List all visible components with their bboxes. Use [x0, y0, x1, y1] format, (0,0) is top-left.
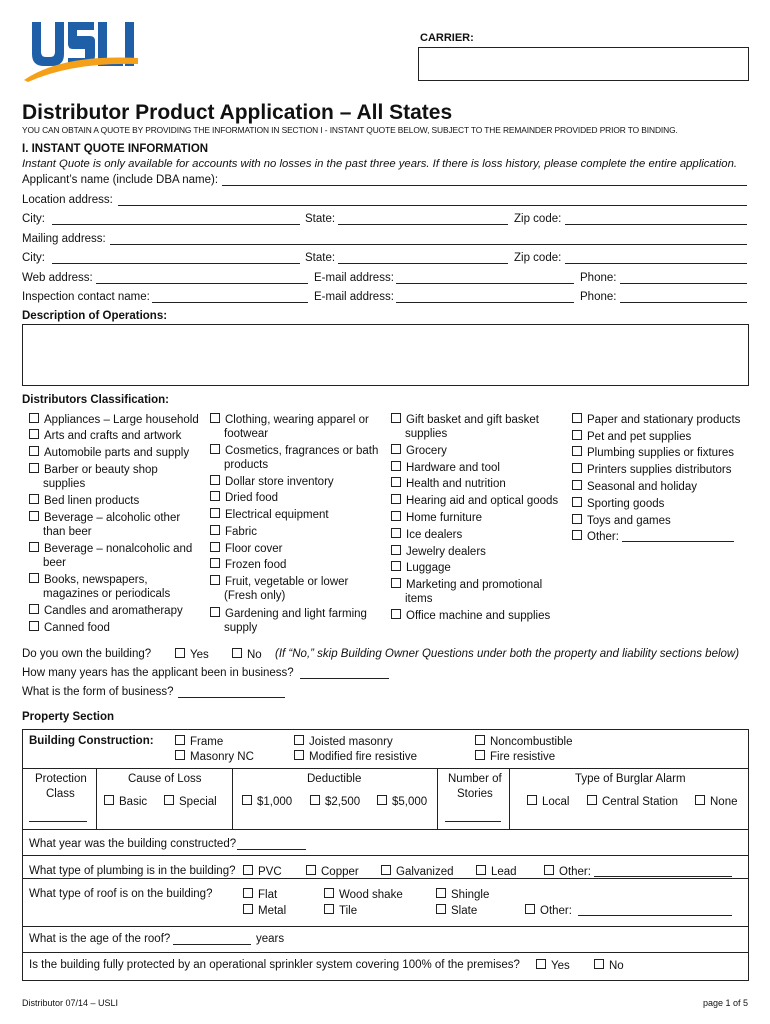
checkbox[interactable]	[294, 750, 304, 760]
class-item: Beverage – alcoholic other	[44, 512, 181, 524]
roof-age-field[interactable]	[173, 944, 251, 945]
classification-title: Distributors Classification:	[22, 394, 169, 406]
plumbing-other-field[interactable]	[594, 876, 732, 877]
checkbox[interactable]	[29, 494, 39, 504]
checkbox[interactable]	[210, 575, 220, 585]
checkbox[interactable]	[29, 413, 39, 423]
class-item: Electrical equipment	[225, 509, 329, 521]
checkbox[interactable]	[243, 888, 253, 898]
wood-shake-label: Wood shake	[339, 889, 403, 901]
sprinkler-no-checkbox[interactable]	[594, 959, 604, 969]
zip-label: Zip code:	[514, 213, 562, 225]
checkbox[interactable]	[210, 444, 220, 454]
own-yes-checkbox[interactable]	[175, 648, 185, 658]
galvanized-label: Galvanized	[396, 866, 454, 878]
lead-label: Lead	[491, 866, 517, 878]
cause-of-loss-label: Cause of Loss	[128, 773, 202, 785]
description-input[interactable]	[22, 324, 749, 386]
stories-label-2: Stories	[457, 788, 493, 800]
checkbox[interactable]	[29, 511, 39, 521]
checkbox[interactable]	[572, 497, 582, 507]
flat-label: Flat	[258, 889, 278, 901]
checkbox[interactable]	[324, 888, 334, 898]
mailing-address-field[interactable]	[110, 244, 747, 245]
own-yes-label: Yes	[190, 649, 209, 661]
checkbox[interactable]	[436, 888, 446, 898]
own-building-label: Do you own the building?	[22, 648, 152, 660]
checkbox[interactable]	[210, 475, 220, 485]
usli-logo	[22, 18, 142, 82]
mail-city-label: City:	[22, 252, 45, 264]
roof-type-label: What type of roof is on the building?	[29, 888, 213, 900]
city-label: City:	[22, 213, 45, 225]
table-divider	[232, 768, 233, 829]
checkbox[interactable]	[391, 561, 401, 571]
checkbox[interactable]	[294, 735, 304, 745]
checkbox[interactable]	[391, 444, 401, 454]
checkbox[interactable]	[587, 795, 597, 805]
checkbox[interactable]	[324, 904, 334, 914]
class-item: Sporting goods	[587, 498, 665, 510]
class-item: Fruit, vegetable or lower	[225, 576, 349, 588]
checkbox[interactable]	[210, 508, 220, 518]
checkbox[interactable]	[381, 865, 391, 875]
class-item: Luggage	[406, 562, 451, 574]
class-item: Books, newspapers,	[44, 574, 148, 586]
checkbox[interactable]	[210, 525, 220, 535]
mail-city-field[interactable]	[52, 263, 300, 264]
class-item: Barber or beauty shop	[44, 464, 158, 476]
class-item-cont: footwear	[224, 428, 269, 440]
location-address-field[interactable]	[118, 205, 747, 206]
checkbox[interactable]	[391, 477, 401, 487]
tile-label: Tile	[339, 905, 358, 917]
ded-5000-label: $5,000	[392, 796, 428, 808]
checkbox[interactable]	[210, 558, 220, 568]
sprinkler-no-label: No	[609, 960, 624, 972]
roof-age-label: What is the age of the roof?	[29, 933, 171, 945]
checkbox[interactable]	[572, 514, 582, 524]
class-item-cont: products	[224, 459, 269, 471]
carrier-label: CARRIER:	[420, 32, 474, 44]
state-field[interactable]	[338, 224, 508, 225]
ded-1000-label: $1,000	[257, 796, 293, 808]
checkbox[interactable]	[391, 528, 401, 538]
own-no-label: No	[247, 649, 262, 661]
table-divider	[22, 926, 748, 927]
class-item: Office machine and supplies	[406, 610, 551, 622]
mail-zip-field[interactable]	[565, 263, 747, 264]
checkbox[interactable]	[29, 429, 39, 439]
section-heading: I. INSTANT QUOTE INFORMATION	[22, 143, 209, 155]
checkbox[interactable]	[175, 750, 185, 760]
form-of-business-field[interactable]	[178, 697, 285, 698]
other-classification-field[interactable]	[622, 541, 734, 542]
basic-label: Basic	[119, 796, 148, 808]
class-item: Clothing, wearing apparel or	[225, 414, 369, 426]
checkbox[interactable]	[391, 413, 401, 423]
joisted-masonry-label: Joisted masonry	[309, 736, 393, 748]
class-item: Printers supplies distributors	[587, 464, 732, 476]
checkbox[interactable]	[525, 904, 535, 914]
checkbox[interactable]	[306, 865, 316, 875]
location-address-label: Location address:	[22, 194, 113, 206]
checkbox[interactable]	[391, 511, 401, 521]
checkbox[interactable]	[391, 494, 401, 504]
checkbox[interactable]	[243, 865, 253, 875]
table-divider	[509, 768, 510, 829]
checkbox[interactable]	[475, 735, 485, 745]
checkbox[interactable]	[164, 795, 174, 805]
plumbing-label: What type of plumbing is in the building?	[29, 865, 236, 877]
roof-other-field[interactable]	[578, 915, 732, 916]
protection-class-field[interactable]	[29, 821, 87, 822]
instant-quote-note: Instant Quote is only available for accounts with no losses in the past three years. If there is loss history, please complete the entire application.	[22, 158, 738, 170]
state-label: State:	[305, 213, 336, 225]
central-station-label: Central Station	[602, 796, 679, 808]
form-of-business-label: What is the form of business?	[22, 686, 174, 698]
pvc-label: PVC	[258, 866, 282, 878]
checkbox[interactable]	[29, 463, 39, 473]
checkbox[interactable]	[104, 795, 114, 805]
class-item: Paper and stationary products	[587, 414, 741, 426]
property-section-title: Property Section	[22, 711, 115, 723]
class-item: Gift basket and gift basket	[406, 414, 539, 426]
copper-label: Copper	[321, 866, 359, 878]
phone-field[interactable]	[620, 283, 747, 284]
checkbox[interactable]	[572, 446, 582, 456]
table-divider	[22, 952, 748, 953]
carrier-input[interactable]	[418, 47, 749, 81]
fire-resistive-label: Fire resistive	[490, 751, 556, 763]
deductible-label: Deductible	[307, 773, 362, 785]
checkbox[interactable]	[544, 865, 554, 875]
metal-label: Metal	[258, 905, 287, 917]
footer-form-id: Distributor 07/14 – USLI	[22, 998, 119, 1008]
description-label: Description of Operations:	[22, 310, 168, 322]
none-label: None	[710, 796, 738, 808]
class-item: Seasonal and holiday	[587, 481, 697, 493]
checkbox[interactable]	[242, 795, 252, 805]
own-no-checkbox[interactable]	[232, 648, 242, 658]
class-item: Dollar store inventory	[225, 476, 334, 488]
class-item: Floor cover	[225, 543, 283, 555]
frame-label: Frame	[190, 736, 224, 748]
ded-2500-label: $2,500	[325, 796, 361, 808]
class-item: Toys and games	[587, 515, 671, 527]
class-item: Grocery	[406, 445, 447, 457]
inspection-email-field[interactable]	[396, 302, 574, 303]
stories-label: Number of	[448, 773, 502, 785]
class-item: Canned food	[44, 622, 110, 634]
table-divider	[22, 829, 748, 830]
checkbox[interactable]	[29, 604, 39, 614]
checkbox[interactable]	[475, 750, 485, 760]
checkbox[interactable]	[310, 795, 320, 805]
checkbox[interactable]	[210, 413, 220, 423]
mail-state-field[interactable]	[338, 263, 508, 264]
phone-label: Phone:	[580, 272, 617, 284]
mail-state-label: State:	[305, 252, 336, 264]
class-item: Appliances – Large household	[44, 414, 199, 426]
noncombustible-label: Noncombustible	[490, 736, 573, 748]
class-item: Dried food	[225, 492, 279, 504]
class-item: Jewelry dealers	[406, 546, 486, 558]
local-label: Local	[542, 796, 570, 808]
checkbox[interactable]	[210, 542, 220, 552]
table-divider	[437, 768, 438, 829]
checkbox[interactable]	[243, 904, 253, 914]
class-item: Gardening and light farming	[225, 608, 367, 620]
protection-class-label: Protection	[35, 773, 87, 785]
checkbox[interactable]	[572, 430, 582, 440]
year-built-field[interactable]	[237, 849, 306, 850]
checkbox[interactable]	[391, 461, 401, 471]
checkbox[interactable]	[572, 413, 582, 423]
checkbox[interactable]	[210, 607, 220, 617]
class-item-cont: supply	[224, 622, 258, 634]
protection-class-label-2: Class	[46, 788, 75, 800]
class-item: Hearing aid and optical goods	[406, 495, 559, 507]
checkbox[interactable]	[572, 463, 582, 473]
footer-page-number: page 1 of 5	[703, 998, 749, 1008]
class-item: Frozen food	[225, 559, 287, 571]
table-divider	[22, 878, 748, 879]
class-item: Candles and aromatherapy	[44, 605, 183, 617]
class-item-cont: than beer	[43, 526, 92, 538]
class-item: Ice dealers	[406, 529, 463, 541]
building-construction-label: Building Construction:	[29, 735, 154, 747]
stories-field[interactable]	[445, 821, 501, 822]
web-address-label: Web address:	[22, 272, 93, 284]
checkbox[interactable]	[29, 542, 39, 552]
page-title: Distributor Product Application – All States	[22, 101, 453, 124]
class-item: Arts and crafts and artwork	[44, 430, 182, 442]
years-label: years	[256, 933, 285, 945]
checkbox[interactable]	[377, 795, 387, 805]
table-divider	[22, 855, 748, 856]
years-in-business-field[interactable]	[300, 678, 389, 679]
class-item: Health and nutrition	[406, 478, 506, 490]
class-item-cont: items	[405, 593, 433, 605]
inspection-email-label: E-mail address:	[314, 291, 394, 303]
class-item: Bed linen products	[44, 495, 140, 507]
inspection-phone-label: Phone:	[580, 291, 617, 303]
inspection-phone-field[interactable]	[620, 302, 747, 303]
applicant-name-field[interactable]	[222, 185, 747, 186]
class-item: Marketing and promotional	[406, 579, 543, 591]
table-divider	[96, 768, 97, 829]
sprinkler-label: Is the building fully protected by an operational sprinkler system covering 100% of the premises?	[29, 959, 520, 971]
checkbox[interactable]	[572, 480, 582, 490]
special-label: Special	[179, 796, 217, 808]
slate-label: Slate	[451, 905, 478, 917]
checkbox[interactable]	[29, 573, 39, 583]
mail-zip-label: Zip code:	[514, 252, 562, 264]
shingle-label: Shingle	[451, 889, 490, 901]
checkbox[interactable]	[391, 609, 401, 619]
zip-field[interactable]	[565, 224, 747, 225]
checkbox[interactable]	[29, 446, 39, 456]
checkbox[interactable]	[476, 865, 486, 875]
class-item: Beverage – nonalcoholic and	[44, 543, 193, 555]
mailing-address-label: Mailing address:	[22, 233, 106, 245]
applicant-name-label: Applicant’s name (include DBA name):	[22, 174, 219, 186]
table-divider	[22, 768, 748, 769]
class-item-cont: beer	[43, 557, 67, 569]
class-item-cont: supplies	[43, 478, 86, 490]
class-item-cont: magazines or periodicals	[43, 588, 171, 600]
burglar-alarm-label: Type of Burglar Alarm	[575, 773, 686, 785]
sprinkler-yes-label: Yes	[551, 960, 570, 972]
checkbox[interactable]	[391, 545, 401, 555]
checkbox[interactable]	[29, 621, 39, 631]
checkbox[interactable]	[210, 491, 220, 501]
masonry-nc-label: Masonry NC	[190, 751, 254, 763]
class-item: Automobile parts and supply	[44, 447, 190, 459]
inspection-contact-field[interactable]	[152, 302, 308, 303]
years-in-business-label: How many years has the applicant been in business?	[22, 667, 294, 679]
plumbing-other-label: Other:	[559, 866, 591, 878]
own-building-note: (If “No,” skip Building Owner Questions under both the property and liability sections below)	[275, 648, 740, 660]
email-label: E-mail address:	[314, 272, 394, 284]
class-item: Cosmetics, fragrances or bath	[225, 445, 379, 457]
class-item: Pet and pet supplies	[587, 431, 692, 443]
checkbox[interactable]	[391, 578, 401, 588]
city-field[interactable]	[52, 224, 300, 225]
web-address-field[interactable]	[96, 283, 308, 284]
class-item-cont: supplies	[405, 428, 448, 440]
roof-other-label: Other:	[540, 905, 572, 917]
class-item: Other:	[587, 531, 619, 543]
checkbox[interactable]	[527, 795, 537, 805]
email-field[interactable]	[396, 283, 574, 284]
checkbox[interactable]	[175, 735, 185, 745]
inspection-contact-label: Inspection contact name:	[22, 291, 150, 303]
page-subtitle: YOU CAN OBTAIN A QUOTE BY PROVIDING THE INFORMATION IN SECTION I - INSTANT QUOTE BELOW, SUBJECT TO THE REMAINDER PROVIDED PRIOR TO BINDING.	[22, 125, 678, 135]
class-item: Plumbing supplies or fixtures	[587, 447, 735, 459]
class-item: Fabric	[225, 526, 257, 538]
checkbox[interactable]	[436, 904, 446, 914]
class-item-cont: (Fresh only)	[224, 590, 286, 602]
modified-fire-resistive-label: Modified fire resistive	[309, 751, 418, 763]
checkbox[interactable]	[572, 530, 582, 540]
checkbox[interactable]	[695, 795, 705, 805]
year-built-label: What year was the building constructed?	[29, 838, 237, 850]
sprinkler-yes-checkbox[interactable]	[536, 959, 546, 969]
class-item: Hardware and tool	[406, 462, 500, 474]
class-item: Home furniture	[406, 512, 483, 524]
